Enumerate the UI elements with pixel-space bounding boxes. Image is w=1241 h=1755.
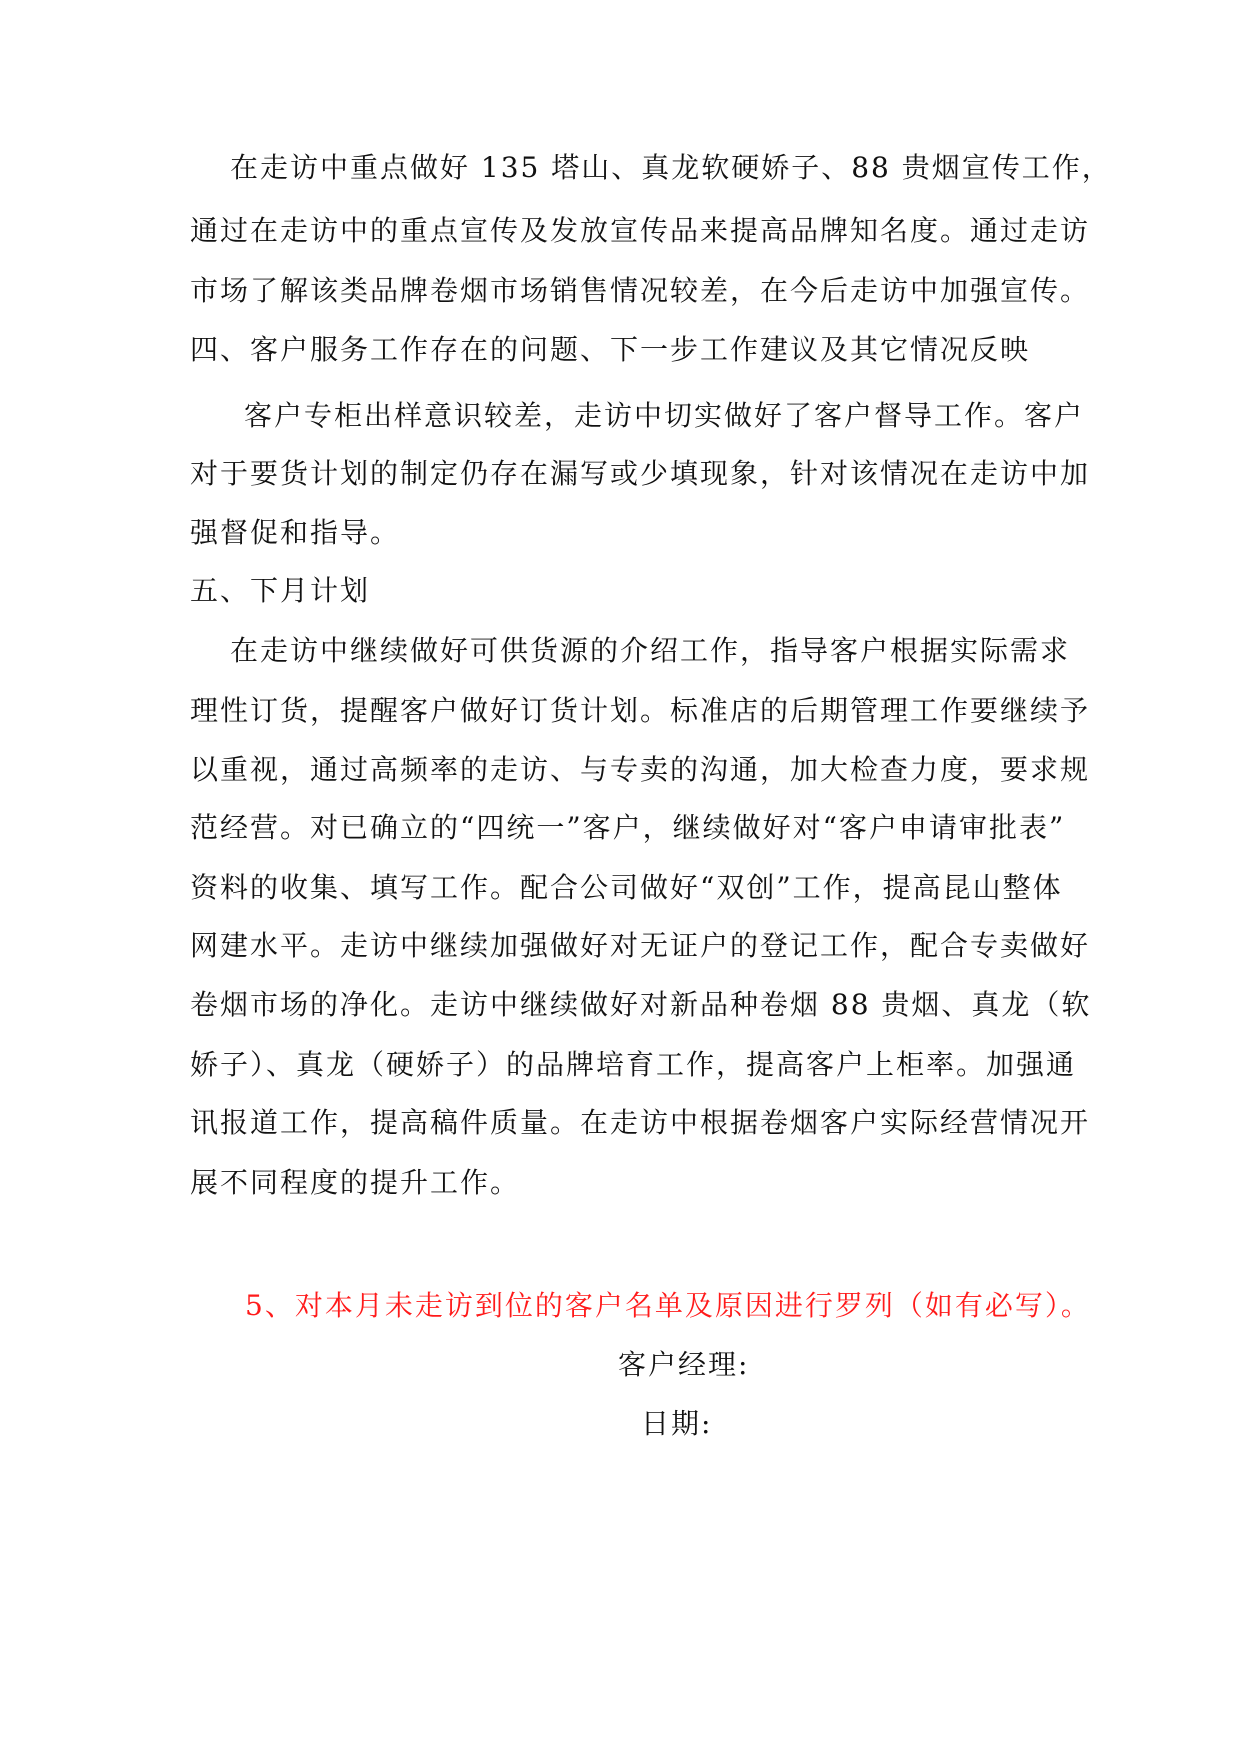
section5-line-10: 展不同程度的提升工作。 <box>190 1166 521 1199</box>
section4-line-2: 对于要货计划的制定仍存在漏写或少填现象，针对该情况在走访中加 <box>190 457 1091 490</box>
paragraph1-line-1: 在走访中重点做好 135 塔山、真龙软硬娇子、88 贵烟宣传工作， <box>230 151 1112 184</box>
section5-line-9: 讯报道工作，提高稿件质量。在走访中根据卷烟客户实际经营情况开 <box>190 1106 1091 1139</box>
section5-line-8: 娇子）、真龙（硬娇子）的品牌培育工作，提高客户上柜率。加强通 <box>190 1048 1077 1081</box>
customer-manager-label: 客户经理: <box>618 1348 750 1381</box>
section4-line-1: 客户专柜出样意识较差，走访中切实做好了客户督导工作。客户 <box>244 399 1085 432</box>
date-label: 日期: <box>641 1407 713 1440</box>
section4-heading: 四、客户服务工作存在的问题、下一步工作建议及其它情况反映 <box>190 333 1031 366</box>
section5-line-6: 网建水平。走访中继续加强做好对无证户的登记工作，配合专卖做好 <box>190 929 1091 962</box>
section5-heading: 五、下月计划 <box>190 574 371 607</box>
paragraph1-line-2: 通过在走访中的重点宣传及发放宣传品来提高品牌知名度。通过走访 <box>190 214 1091 247</box>
section5-line-5: 资料的收集、填写工作。配合公司做好“双创”工作，提高昆山整体 <box>190 871 1063 904</box>
missed-visits-note: 5、对本月未走访到位的客户名单及原因进行罗列（如有必写）。 <box>245 1289 1091 1322</box>
section5-line-4: 范经营。对已确立的“四统一”客户，继续做好对“客户申请审批表” <box>190 811 1066 844</box>
section5-line-7: 卷烟市场的净化。走访中继续做好对新品种卷烟 88 贵烟、真龙（软 <box>190 988 1092 1021</box>
section4-line-3: 强督促和指导。 <box>190 516 401 549</box>
section5-line-2: 理性订货，提醒客户做好订货计划。标准店的后期管理工作要继续予 <box>190 694 1091 727</box>
section5-line-1: 在走访中继续做好可供货源的介绍工作，指导客户根据实际需求 <box>230 634 1071 667</box>
paragraph1-line-3: 市场了解该类品牌卷烟市场销售情况较差，在今后走访中加强宣传。 <box>190 274 1091 307</box>
section5-line-3: 以重视，通过高频率的走访、与专卖的沟通，加大检查力度，要求规 <box>190 753 1091 786</box>
